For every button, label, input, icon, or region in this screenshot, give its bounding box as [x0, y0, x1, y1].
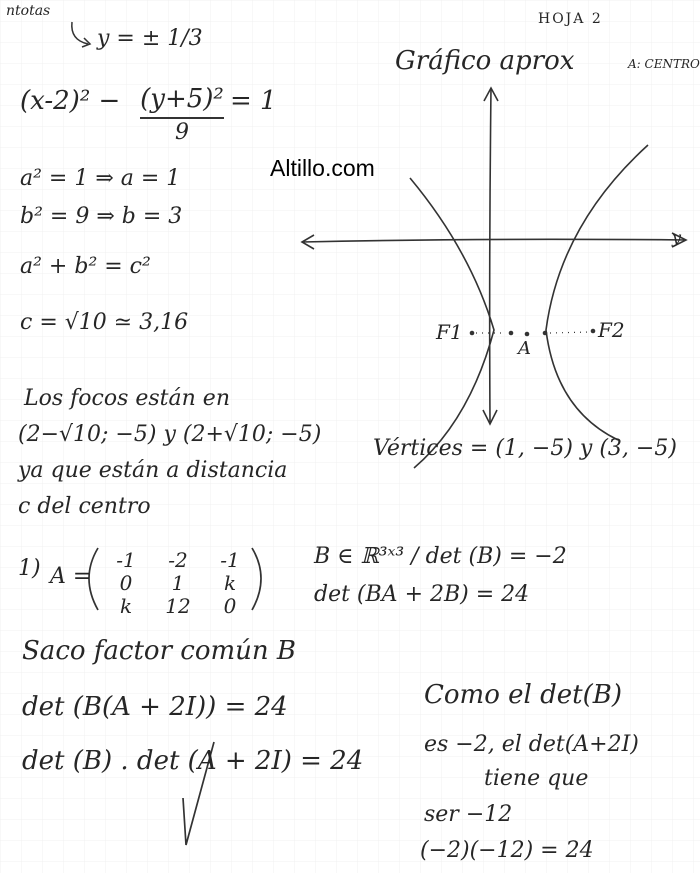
graph-title: Gráfico aprox: [395, 46, 575, 76]
center-point: [525, 332, 530, 337]
foci-line-4: c del centro: [18, 494, 151, 519]
matrix-cell: k: [223, 571, 237, 595]
reasoning-line-5: (−2)(−12) = 24: [420, 838, 594, 863]
focus2-label: F2: [598, 318, 625, 342]
y-axis: [490, 88, 491, 422]
reasoning-line-2: es −2, el det(A+2I): [424, 732, 639, 757]
reasoning-line-4: ser −12: [424, 802, 513, 827]
matrix-cell: 0: [223, 594, 237, 618]
work-line-1: Saco factor común B: [22, 636, 297, 666]
step-c-squared: a² + b² = c²: [20, 254, 151, 279]
note-arrow: [72, 22, 88, 44]
matrix-cell: 12: [165, 594, 191, 618]
equation-lhs: (x-2)² −: [20, 86, 121, 116]
reasoning-line-1: Como el det(B): [424, 680, 622, 710]
reasoning-line-3: tiene que: [484, 766, 589, 791]
matrix-cell: -2: [168, 548, 188, 572]
watermark: Altillo.com: [270, 155, 375, 181]
center-label: A: [518, 338, 531, 359]
vertices-text: Vértices = (1, −5) y (3, −5): [373, 436, 677, 461]
work-line-2: det (B(A + 2I)) = 24: [22, 692, 288, 722]
top-left-note: ntotas: [6, 3, 51, 19]
matrix-lhs: A =: [50, 564, 92, 589]
fraction-numerator: (y+5)²: [140, 84, 224, 114]
matrix-cell: 0: [119, 571, 133, 595]
matrix-cell: k: [119, 594, 133, 618]
hyperbola-right-branch: [546, 145, 648, 440]
fraction-denominator: 9: [175, 120, 189, 145]
condition-det-ba: det (BA + 2B) = 24: [314, 582, 530, 607]
center-note: A: CENTRO: [628, 57, 700, 71]
page-label: HOJA 2: [538, 11, 603, 27]
matrix-cell: -1: [116, 548, 136, 572]
matrix-a: [100, 550, 256, 617]
work-line-3: det (B) . det (A + 2I) = 24: [22, 746, 364, 776]
vertex1-point: [509, 331, 514, 336]
condition-det-b: B ∈ ℝ³ˣ³ / det (B) = −2: [314, 544, 567, 569]
equation-rhs: = 1: [230, 86, 277, 116]
matrix-cell: 1: [171, 571, 185, 595]
problem-number: 1): [18, 556, 41, 581]
y-axis-label: y: [672, 228, 682, 247]
foci-line-2: (2−√10; −5) y (2+√10; −5): [18, 422, 322, 447]
step-a: a² = 1 ⇒ a = 1: [20, 166, 181, 191]
focus1-point: [470, 331, 475, 336]
equation-fraction: [138, 84, 226, 145]
vertex2-point: [543, 331, 548, 336]
foci-line-1: Los focos están en: [24, 386, 230, 411]
matrix-cell: -1: [220, 548, 240, 572]
fraction-bar: [140, 117, 224, 119]
focus1-label: F1: [436, 320, 463, 344]
asymptote-equation: y = ± 1/3: [97, 26, 203, 51]
focus2-point: [591, 329, 596, 334]
step-b: b² = 9 ⇒ b = 3: [20, 204, 183, 229]
step-c: c = √10 ≃ 3,16: [20, 310, 189, 335]
x-axis: [302, 239, 686, 242]
foci-line-3: ya que están a distancia: [18, 458, 288, 483]
